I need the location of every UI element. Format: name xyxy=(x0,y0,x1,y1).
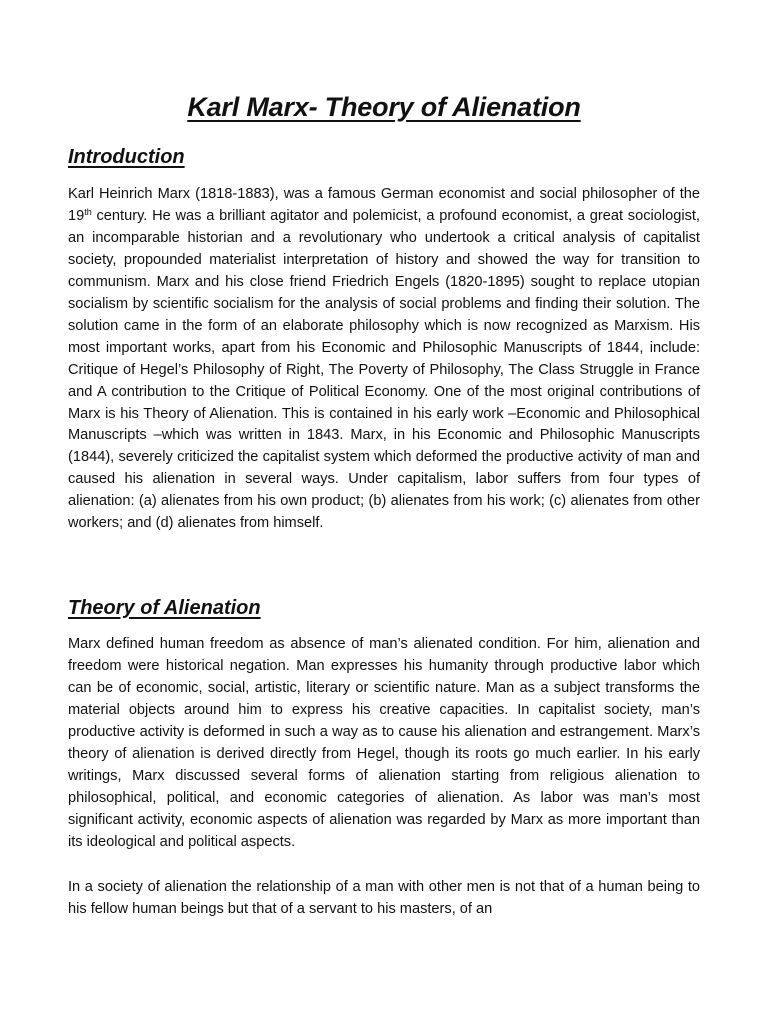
theory-paragraph-1: Marx defined human freedom as absence of man’s alienated condition. For him, alienation and freedom were historical negation. Man expresses his humanity through productive labor which can be of economic, social, artistic, literary or scientific nature. Man as a subject transforms the material objects around him to express his creative capacities. In capitalist society, man’s productive activity is deformed in such a way as to cause his alienation and estrangement. Marx’s theory of alienation is derived directly from Hegel, though its roots go much earlier. In his early writings, Marx discussed several forms of alienation starting from religious alienation to philosophical, political, and economic categories of alienation. As labor was man’s most significant activity, economic aspects of alienation was regarded by Marx as more important than its ideological and political aspects. xyxy=(68,636,700,850)
theory-heading: Theory of Alienation xyxy=(68,597,261,619)
introduction-text-rest: century. He was a brilliant agitator and polemicist, a profound economist, a great sociologist, an incomparable historian and a revolutionary who undertook a critical analysis of capitalist society, propounded materialist interpretation of history and showed the way for transition to communism. Marx and his close friend Friedrich Engels (1820-1895) sought to replace utopian socialism by scientific socialism for the analysis of social problems and finding their solution. The solution came in the form of an elaborate philosophy which is now recognized as Marxism. His most important works, apart from his Economic and Philosophic Manuscripts of 1844, include: Critique of Hegel’s Philosophy of Right, The Poverty of Philosophy, The Class Struggle in France and A contribution to the Critique of Political Economy. One of the most original contributions of Marx is his Theory of Alienation. This is contained in his early work –Economic and Philosophical Manuscripts –which was written in 1843. Marx, in his Economic and Philosophic Manuscripts (1844), severely criticized the capitalist system which deformed the productive activity of man and caused his alienation in several ways. Under capitalism, labor suffers from four types of alienation: (a) alienates from his own product; (b) alienates from his work; (c) alienates from other workers; and (d) alienates from himself. xyxy=(68,207,700,532)
introduction-heading: Introduction xyxy=(68,146,185,168)
introduction-text-start: Karl Heinrich Marx (1818-1883), was a famous German economist and social philosopher of the 19 xyxy=(68,186,700,224)
introduction-paragraph xyxy=(68,184,700,535)
document-title: Karl Marx- Theory of Alienation xyxy=(187,92,581,122)
theory-paragraph-2: In a society of alienation the relationship of a man with other men is not that of a human being to his fellow human beings but that of a servant to his masters, of an xyxy=(68,879,700,917)
century-superscript: th xyxy=(84,206,92,217)
